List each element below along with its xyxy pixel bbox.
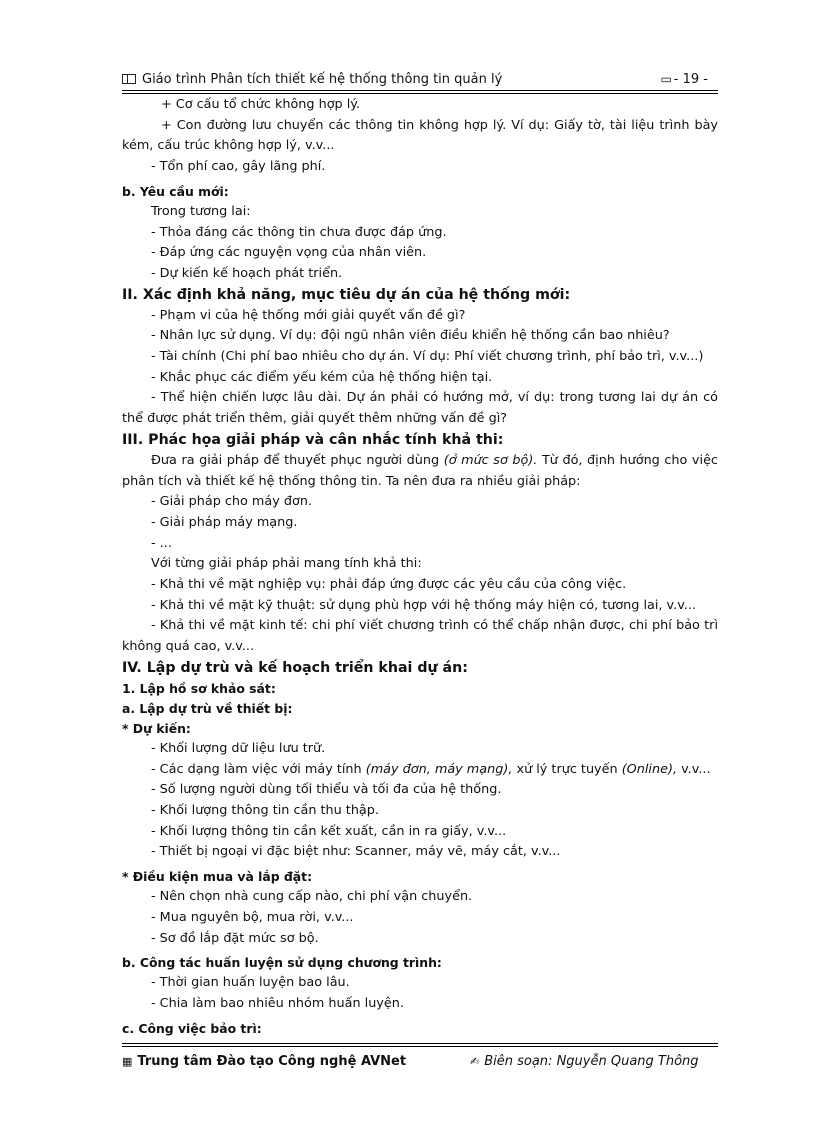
text-line: - ...: [151, 535, 172, 551]
text-line: [122, 760, 718, 781]
header-rule: [122, 90, 718, 91]
section-heading: III. Phác họa giải pháp và cân nhắc tính khả thi:: [122, 431, 504, 448]
section-heading: c. Công việc bảo trì:: [122, 1020, 262, 1036]
text-em: (ở mức sơ bộ).: [443, 452, 538, 468]
book-icon: [122, 74, 136, 84]
text-line: - Nên chọn nhà cung cấp nào, chi phí vận chuyển.: [151, 889, 473, 905]
section-heading: * Điều kiện mua và lắp đặt:: [122, 869, 313, 885]
text-em: (máy đơn, máy mạng),: [365, 761, 513, 777]
section-heading: b. Yêu cầu mới:: [122, 183, 229, 199]
pen-icon: ✍: [470, 1055, 480, 1068]
text-line: - Thời gian huấn luyện bao lâu.: [151, 975, 350, 991]
text-line: - Thỏa đáng các thông tin chưa được đáp ứng.: [151, 224, 447, 240]
footer-rule-2: [122, 1046, 718, 1047]
text-line: - Mua nguyên bộ, mua rời, v.v...: [151, 909, 354, 925]
text-line: - Tổn phí cao, gây lãng phí.: [151, 159, 326, 175]
text-span: Đưa ra giải pháp để thuyết phục người dùng: [151, 452, 444, 468]
text-span: v.v...: [677, 761, 711, 777]
text-line: - Khối lượng thông tin cần kết xuất, cần in ra giấy, v.v...: [151, 823, 507, 839]
text-line: - Sơ đồ lắp đặt mức sơ bộ.: [151, 930, 319, 946]
footer-left-wrap: [122, 1053, 406, 1071]
section-heading: a. Lập dự trù về thiết bị:: [122, 700, 293, 716]
text-line: Với từng giải pháp phải mang tính khả thi:: [151, 556, 422, 572]
section-heading: II. Xác định khả năng, mục tiêu dự án của hệ thống mới:: [122, 286, 571, 303]
page-number: - 19 -: [673, 72, 708, 87]
text-line: - Giải pháp cho máy đơn.: [151, 494, 313, 510]
text-line: Trong tương lai:: [151, 203, 251, 219]
header-title-wrap: [122, 71, 502, 88]
text-line: + Cơ cấu tổ chức không hợp lý.: [161, 97, 361, 112]
text-line: - Nhân lực sử dụng. Ví dụ: đội ngũ nhân viên điều khiển hệ thống cần bao nhiêu?: [151, 328, 670, 344]
text-line: - Khả thi về mặt kỹ thuật: sử dụng phù hợp với hệ thống máy hiện có, tương lai, v.v...: [151, 597, 696, 613]
text-line: - Tài chính (Chi phí bao nhiêu cho dự án. Ví dụ: Phí viết chương trình, phí bảo trì, v.v...): [151, 349, 704, 365]
text-line: - Đáp ứng các nguyện vọng của nhân viên.: [151, 245, 427, 261]
text-line: - Phạm vi của hệ thống mới giải quyết vấn đề gì?: [151, 307, 466, 323]
footer-right: Biên soạn: Nguyễn Quang Thông: [484, 1054, 699, 1069]
footer-left: Trung tâm Đào tạo Công nghệ AVNet: [137, 1054, 407, 1069]
building-icon: ▦: [122, 1055, 133, 1068]
section-heading: IV. Lập dự trù và kế hoạch triển khai dự án:: [122, 659, 468, 676]
text-paragraph: - Khả thi về mặt kinh tế: chi phí viết chương trình có thể chấp nhận được, chi phí bảo trì không quá cao, v.v...: [122, 618, 718, 655]
text-span: - Các dạng làm việc với máy tính: [151, 761, 366, 777]
section-heading: 1. Lập hồ sơ khảo sát:: [122, 680, 276, 696]
text-line: - Khối lượng thông tin cần thu thập.: [151, 802, 379, 818]
text-line: - Thiết bị ngoại vi đặc biệt như: Scanner, máy vẽ, máy cắt, v.v...: [151, 844, 561, 860]
header-page-wrap: [660, 71, 708, 88]
text-em: (Online),: [621, 761, 678, 777]
text-span: Từ đó, định hướng cho việc phân tích và thiết kế hệ thống thông tin. Ta nên đưa ra nhiều giải pháp:: [122, 452, 718, 489]
text-line: - Số lượng người dùng tối thiểu và tối đa của hệ thống.: [151, 782, 502, 798]
text-paragraph: - Thể hiện chiến lược lâu dài. Dự án phải có hướng mở, ví dụ: trong tương lai dự án có thể được phát triển thêm, giải quyết thêm những vấn đề gì?: [122, 390, 718, 427]
text-span: xử lý trực tuyến: [512, 761, 622, 777]
folder-icon: ▭: [660, 72, 672, 86]
section-heading: * Dự kiến:: [122, 720, 191, 736]
text-line: - Khả thi về mặt nghiệp vụ: phải đáp ứng được các yêu cầu của công việc.: [151, 577, 627, 593]
text-line: - Khắc phục các điểm yếu kém của hệ thống hiện tại.: [151, 369, 493, 385]
text-paragraph: [122, 451, 718, 492]
text-line: - Dự kiến kế hoạch phát triển.: [151, 265, 343, 281]
text-line: - Giải pháp máy mạng.: [151, 514, 298, 530]
page-body: [122, 95, 718, 1039]
text-paragraph: + Con đường lưu chuyển các thông tin không hợp lý. Ví dụ: Giấy tờ, tài liệu trình bày kém, cấu trúc không hợp lý, v.v...: [122, 117, 718, 154]
header-title: Giáo trình Phân tích thiết kế hệ thống thông tin quản lý: [142, 72, 503, 87]
header-rule-2: [122, 93, 718, 94]
text-line: - Chia làm bao nhiêu nhóm huấn luyện.: [151, 995, 404, 1011]
text-line: - Khối lượng dữ liệu lưu trữ.: [151, 740, 326, 756]
section-heading: b. Công tác huấn luyện sử dụng chương trình:: [122, 955, 442, 971]
footer-right-wrap: [470, 1053, 699, 1071]
footer-rule: [122, 1043, 718, 1044]
